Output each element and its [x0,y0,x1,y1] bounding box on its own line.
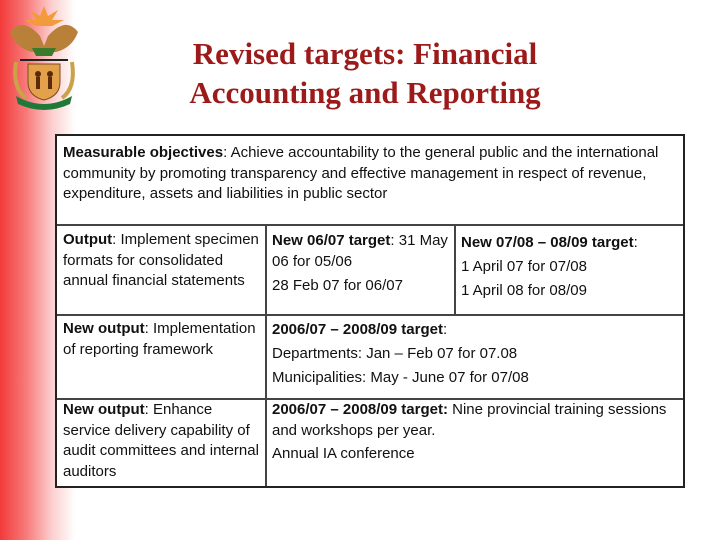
target-label: New 06/07 target [272,232,391,249]
row1-output-cell [57,230,265,292]
output-label: Output [63,231,113,248]
target-line: Annual IA conference [272,445,415,462]
target-line: 1 April 07 for 07/08 [461,258,587,275]
row3-output-cell [57,400,265,482]
row3-target-cell [266,400,683,468]
row1-target1-cell [266,230,454,299]
row2-output-cell [57,319,265,360]
output-text: : Implementation of reporting framework [63,320,256,358]
output-text: : Enhance service delivery capability of audit committees and internal auditors [63,401,259,480]
target-label: 2006/07 – 2008/09 target: [272,401,448,418]
colon: : [633,234,638,251]
target-line: Departments: Jan – Feb 07 for 07.08 [272,345,518,362]
objective-cell [57,143,679,205]
target-text: : 31 May 06 for 05/06 [272,232,448,270]
slide-title [120,34,610,112]
objective-text: : Achieve accountability to the general public and the international community by promoting transparency and effective management in respect of revenue, expenditure, assets and liabilities in public sector [63,144,659,202]
objective-label: Measurable objectives [63,144,224,161]
target-line: 28 Feb 07 for 06/07 [272,277,403,294]
output-text: : Implement specimen formats for consolidated annual financial statements [63,231,259,289]
title-line-2: Accounting and Reporting [189,75,541,110]
target-text: Nine provincial training sessions and workshops per year. [272,401,667,439]
target-label: New 07/08 – 08/09 target [461,234,634,251]
output-label: New output [63,401,145,418]
row1-target2-cell [455,232,683,304]
target-label: 2006/07 – 2008/09 target [272,321,443,338]
target-line: Municipalities: May - June 07 for 07/08 [272,369,529,386]
row2-target-cell [266,319,683,391]
row-divider [57,224,683,226]
target-line: 1 April 08 for 08/09 [461,282,587,299]
title-line-1: Revised targets: Financial [192,36,538,71]
colon: : [442,321,448,338]
output-label: New output [63,320,145,337]
row-divider [57,314,683,316]
targets-table [55,134,685,488]
coat-of-arms-emblem [2,2,86,110]
